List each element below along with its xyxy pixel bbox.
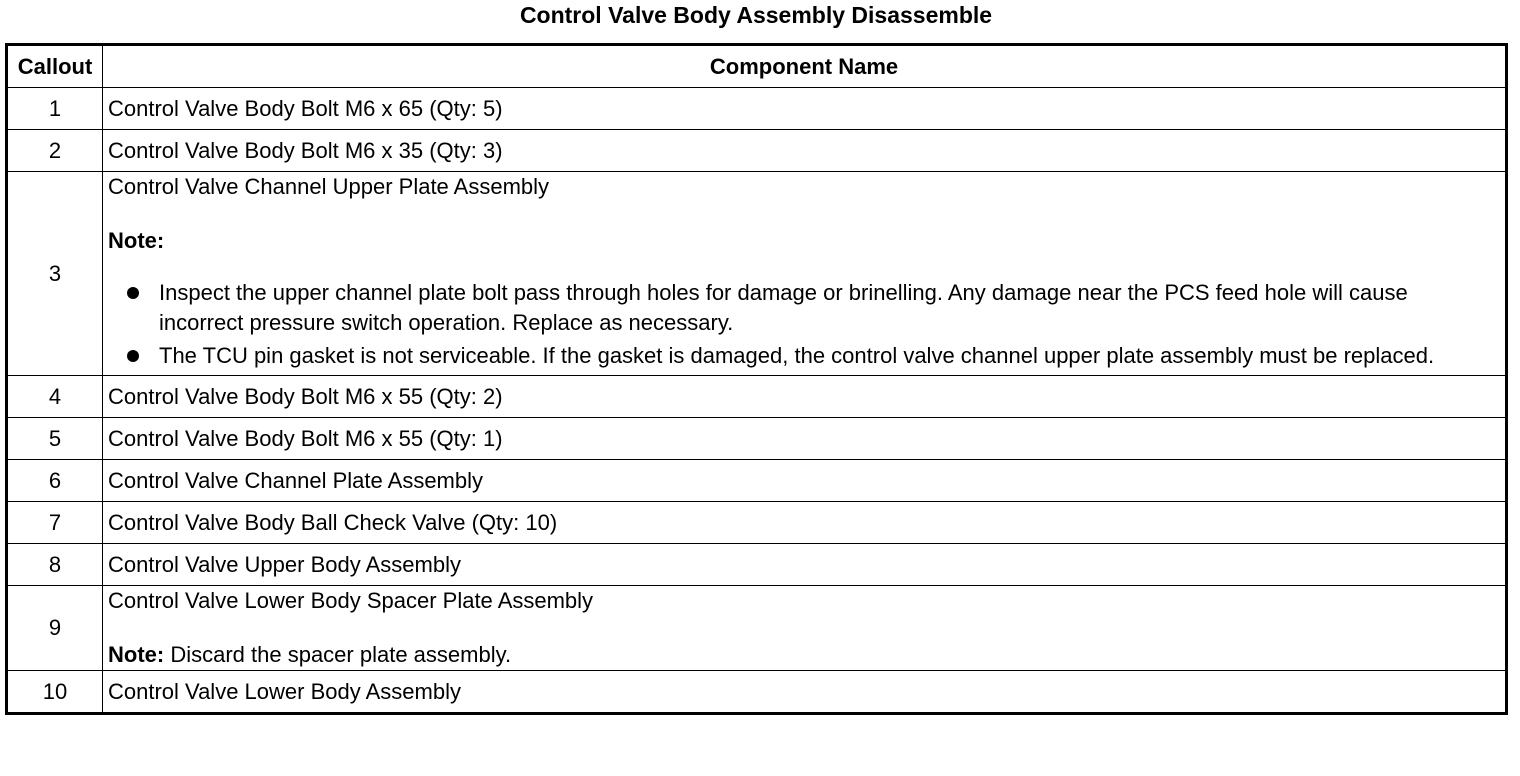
callout-number: 9 bbox=[7, 586, 103, 671]
callout-number: 4 bbox=[7, 376, 103, 418]
component-name: Control Valve Body Bolt M6 x 55 (Qty: 2) bbox=[103, 376, 1507, 418]
note-bullet-list bbox=[108, 278, 1497, 371]
component-name: Control Valve Channel Upper Plate Assembly bbox=[108, 174, 550, 199]
note-bullet-item bbox=[108, 341, 1497, 371]
table-row bbox=[7, 586, 1507, 671]
callout-number: 8 bbox=[7, 544, 103, 586]
callout-number: 1 bbox=[7, 88, 103, 130]
note-bullet-text: The TCU pin gasket is not serviceable. If the gasket is damaged, the control valve channel upper plate assembly must be replaced. bbox=[159, 343, 1435, 368]
table-row bbox=[7, 460, 1507, 502]
callout-number: 7 bbox=[7, 502, 103, 544]
table-row bbox=[7, 502, 1507, 544]
callout-number: 5 bbox=[7, 418, 103, 460]
note-text: Discard the spacer plate assembly. bbox=[164, 642, 512, 667]
bullet-dot-icon bbox=[127, 350, 139, 362]
component-name-cell bbox=[103, 172, 1507, 376]
callout-number: 10 bbox=[7, 671, 103, 714]
component-name: Control Valve Upper Body Assembly bbox=[103, 544, 1507, 586]
note-line bbox=[108, 640, 1497, 670]
table-header-row bbox=[7, 45, 1507, 88]
callout-column-header: Callout bbox=[7, 45, 103, 88]
component-name: Control Valve Lower Body Assembly bbox=[103, 671, 1507, 714]
table-row bbox=[7, 418, 1507, 460]
component-name: Control Valve Channel Plate Assembly bbox=[103, 460, 1507, 502]
page-title: Control Valve Body Assembly Disassemble bbox=[519, 2, 993, 28]
table-row bbox=[7, 172, 1507, 376]
callout-number: 6 bbox=[7, 460, 103, 502]
note-bullet-item bbox=[108, 278, 1497, 338]
note-label: Note: bbox=[108, 228, 165, 253]
component-table bbox=[5, 43, 1508, 715]
note-label: Note: bbox=[108, 642, 165, 667]
table-row bbox=[7, 671, 1507, 714]
component-name: Control Valve Lower Body Spacer Plate Assembly bbox=[108, 588, 594, 613]
bullet-dot-icon bbox=[127, 287, 139, 299]
table-row bbox=[7, 130, 1507, 172]
table-row bbox=[7, 376, 1507, 418]
table-row bbox=[7, 88, 1507, 130]
component-name-column-header: Component Name bbox=[103, 45, 1507, 88]
callout-number: 2 bbox=[7, 130, 103, 172]
table-row bbox=[7, 544, 1507, 586]
component-name: Control Valve Body Bolt M6 x 65 (Qty: 5) bbox=[103, 88, 1507, 130]
component-name: Control Valve Body Bolt M6 x 55 (Qty: 1) bbox=[103, 418, 1507, 460]
component-name-cell bbox=[103, 586, 1507, 671]
note-bullet-text: Inspect the upper channel plate bolt pass through holes for damage or brinelling. Any damage near the PCS feed hole will cause incorrect pressure switch operation. Replace as necessary. bbox=[159, 280, 1408, 335]
callout-number: 3 bbox=[7, 172, 103, 376]
component-name: Control Valve Body Ball Check Valve (Qty: 10) bbox=[103, 502, 1507, 544]
component-name: Control Valve Body Bolt M6 x 35 (Qty: 3) bbox=[103, 130, 1507, 172]
